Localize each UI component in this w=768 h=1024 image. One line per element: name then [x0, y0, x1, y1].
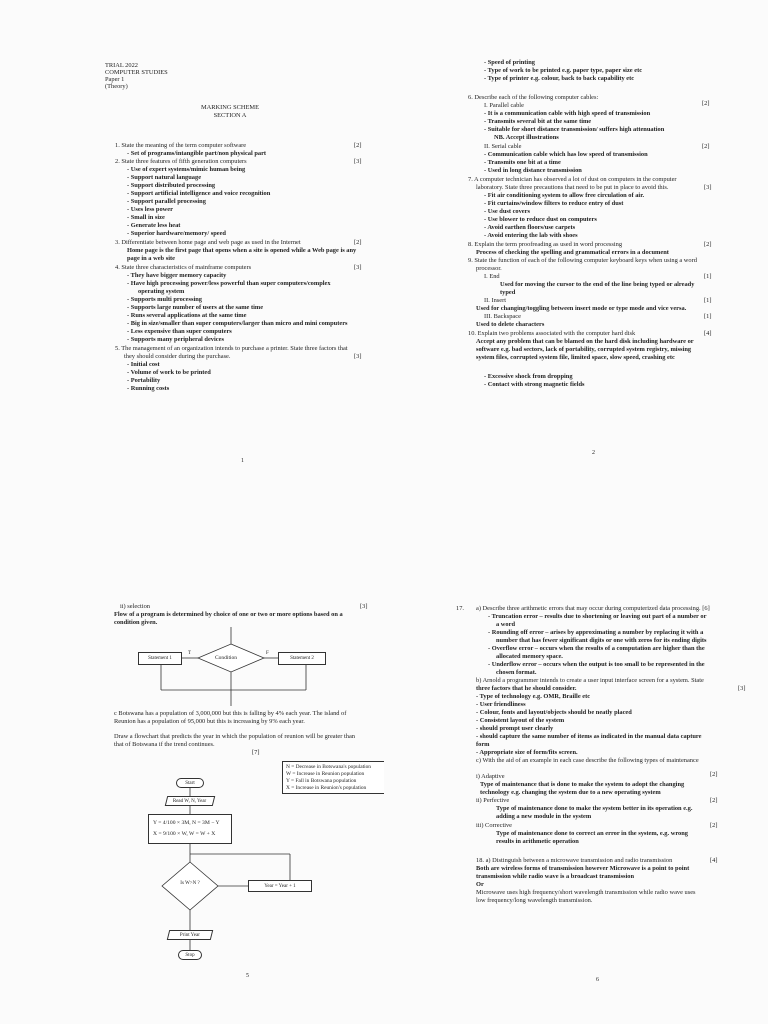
header-line: (Theory) [105, 83, 128, 90]
answer: Used to delete characters [476, 321, 545, 328]
false-label: F [266, 651, 269, 656]
answer: a word [496, 621, 515, 628]
answer: - They have bigger memory capacity [127, 272, 227, 279]
sub-question: ii) Perfective [476, 797, 510, 804]
marks: [3] [354, 264, 362, 271]
output-label: Print Year [179, 932, 200, 938]
marks: [2] [710, 822, 718, 829]
page-4 [384, 512, 768, 1024]
question: three factors that he should consider. [476, 685, 577, 692]
answer: - Small in size [127, 214, 165, 221]
marks: [3] [360, 603, 368, 610]
answer: - Suitable for short distance transmission/ suffers high attenuation [484, 126, 665, 133]
answer: - Less expensive than super computers [127, 328, 232, 335]
answer: Process of checking the spelling and grammatical errors in a document [476, 249, 669, 256]
question: 5. The management of an organization intends to purchase a printer. State three factors that [115, 345, 348, 352]
sub-question: II. Insert [484, 297, 507, 304]
answer: - Set of programs/intangible part/non physical part [127, 150, 267, 157]
sub-question: i) Adaptive [476, 773, 505, 780]
marks: [3] [354, 158, 362, 165]
marks: [1] [704, 273, 712, 280]
marks: [3] [738, 685, 746, 692]
variable-legend [282, 761, 384, 794]
answer: Used for changing/toggling between insert mode or type mode and vice versa. [476, 305, 687, 312]
answer: - Fit curtains/window filters to reduce entry of dust [484, 200, 624, 207]
sub-question: ii) selection [120, 603, 150, 610]
answer: - Support natural language [127, 174, 202, 181]
answer: - Truncation error – results due to shortening or leaving out part of a number or [488, 613, 707, 620]
answer: - Superior hardware/memory/ speed [127, 230, 226, 237]
answer: - Excessive shock from dropping [484, 373, 573, 380]
page-1 [0, 0, 384, 512]
answer: - Avoid earthen floors/use carpets [484, 224, 576, 231]
answer: Used for moving the cursor to the end of the line being typed or already [500, 281, 695, 288]
answer: Home page is the first page that opens when a site is opened while a Web page is any [127, 247, 357, 254]
question-number: 17. [456, 605, 464, 612]
answer: - Support artificial intelligence and voice recognition [127, 190, 271, 197]
legend-item: X = Increase in Reunion's population [286, 785, 367, 791]
legend-item: N = Decrease in Botswana's population [286, 764, 371, 770]
answer: operating system [138, 288, 185, 295]
answer: - Supports multi processing [127, 296, 202, 303]
answer: - Used in long distance transmission [484, 167, 582, 174]
question: 7. A computer technician has observed a lot of dust on computers in the computer [468, 176, 677, 183]
answer: - Volume of work to be printed [127, 369, 211, 376]
marks: [2] [710, 797, 718, 804]
answer: - Type of work to be printed e.g. paper type, paper size etc [484, 67, 643, 74]
sub-question: I. Parallel cable [484, 102, 524, 109]
answer: - Use blower to reduce dust on computers [484, 216, 597, 223]
answer: number that has fewer significant digits or one with zeros for its ending digits [496, 637, 707, 644]
marks: [1] [704, 313, 712, 320]
answer: Or [476, 881, 484, 888]
marks: [3] [704, 184, 712, 191]
question: 2. State three features of fifth generation computers [115, 158, 247, 165]
document-title: MARKING SCHEME [200, 104, 260, 111]
answer: - Overflow error – occurs when the results of a computation are higher than the [488, 645, 705, 652]
header-line: TRIAL 2022 [105, 62, 138, 69]
sub-question: III. Backspace [484, 313, 521, 320]
statement-2-box: Statement 2 [278, 652, 326, 665]
header-line: Paper 1 [105, 76, 125, 83]
question: c Botswana has a population of 3,000,000 but this is falling by 4% each year. The island of [114, 710, 347, 717]
answer: - Running costs [127, 385, 170, 392]
answer: Accept any problem that can be blamed on the hard disk including hardware or [476, 338, 694, 345]
condition-label: Condition [215, 655, 238, 661]
question: 10. Explain two problems associated with the computer hard disk [468, 330, 636, 337]
answer: - Speed of printing [484, 59, 535, 66]
marks: [2] [702, 143, 710, 150]
answer: Microwave uses high frequency/short wavelength transmission while radio wave uses [476, 889, 696, 896]
question: 18. a) Distinguish between a microwave transmission and radio transmission [476, 857, 673, 864]
answer: form [476, 741, 490, 748]
question: 9. State the function of each of the following computer keyboard keys when using a word [468, 257, 697, 264]
marks: [2] [710, 771, 718, 778]
question: 8. Explain the term proofreading as used in word processing [468, 241, 623, 248]
decision-label: Is W>N ? [180, 881, 200, 886]
increment-box: Year = Year + 1 [248, 880, 312, 892]
answer: - Rounding off error – arises by approximating a number by replacing it with a [488, 629, 704, 636]
answer: - Fit air conditioning system to allow free circulation of air. [484, 192, 645, 199]
question: 3. Differentiate between home page and web page as used in the Internet [115, 239, 301, 246]
question: Reunion has a population of 95,000 but this is increasing by 9% each year. [114, 718, 305, 725]
answer: - User friendliness [476, 701, 526, 708]
answer: - Contact with strong magnetic fields [484, 381, 585, 388]
answer: - Type of printer e.g. colour, back to back capability etc [484, 75, 635, 82]
output-box [167, 930, 213, 940]
answer: - Use dust covers [484, 208, 530, 215]
answer: - Have high processing power/less powerful than super computers/complex [127, 280, 331, 287]
true-label: T [188, 651, 192, 656]
question: c) With the aid of an example in each case describe the following types of maintenance [476, 757, 699, 764]
question: laboratory. State three precautions that need to be put in place to avoid this. [476, 184, 669, 191]
answer: Type of maintenance done to correct an error in the system, e.g. wrong [496, 830, 688, 837]
answer: software e.g. bad sectors, lack of portability, corrupted system registry, missing [476, 346, 692, 353]
answer: - Type of technology e.g. OMR, Braille etc [476, 693, 591, 700]
question: Draw a flowchart that predicts the year in which the population of reunion will be greater than [114, 733, 355, 740]
page-number: 5 [246, 973, 249, 979]
sub-question: II. Serial cable [484, 143, 522, 150]
answer: Flow of a program is determined by choice of one or two or more options based on a [114, 611, 343, 618]
marks: [2] [702, 100, 710, 107]
answer: - Uses less power [127, 206, 173, 213]
answer: adding a new module in the system [496, 813, 592, 820]
answer: allocated memory space. [496, 653, 563, 660]
answer: - Support distributed processing [127, 182, 216, 189]
answer: transmission while radio wave is a broadcast transmission [476, 873, 635, 880]
header-line: COMPUTER STUDIES [105, 69, 168, 76]
answer: - Generate less heat [127, 222, 181, 229]
input-box [165, 796, 215, 806]
question: they should consider during the purchase. [124, 353, 231, 360]
answer: - Communication cable which has low speed of transmission [484, 151, 648, 158]
answer: - Transmits one bit at a time [484, 159, 561, 166]
answer: technology e.g. changing the system due to a new operating system [480, 789, 661, 796]
answer: - Appropriate size of form/fits screen. [476, 749, 578, 756]
answer: page in a web site [127, 255, 175, 262]
input-label: Read W, N, Year [173, 798, 207, 804]
answer: - Big in size/smaller than super computers/larger than micro and mini computers [127, 320, 348, 327]
marks: [2] [354, 239, 362, 246]
answer: typed [500, 289, 516, 296]
answer: - It is a communication cable with high speed of transmission [484, 110, 651, 117]
process-line: X = 9/100 × W, W = W + X [153, 831, 216, 837]
marks: [1] [704, 297, 712, 304]
marks: [7] [252, 749, 260, 756]
answer: - Consistent layout of the system [476, 717, 565, 724]
page-3 [0, 512, 384, 1024]
answer: - should capture the same number of items as indicated in the manual data capture [476, 733, 702, 740]
question: 6. Describe each of the following computer cables: [468, 94, 599, 101]
answer: - Transmits several bit at the same time [484, 118, 592, 125]
question: a) Describe three arithmetic errors that may occur during computerized data processing. [6] [476, 605, 710, 612]
question: b) Arnold a programmer intends to create a user input interface screen for a system. State [476, 677, 704, 684]
answer: - Colour, fonts and layout/objects should be neatly placed [476, 709, 632, 716]
page-number: 6 [596, 977, 599, 983]
marks: [4] [710, 857, 718, 864]
legend-item: Y = Fall in Botswana population [286, 778, 357, 784]
page-number: 1 [241, 458, 244, 464]
answer: - should prompt user clearly [476, 725, 554, 732]
answer: NB. Accept illustrations [494, 134, 559, 141]
answer: - Initial cost [127, 361, 160, 368]
answer: - Use of expert systems/mimic human being [127, 166, 246, 173]
sub-question: I. End [484, 273, 500, 280]
answer: results in arithmetic operation [496, 838, 579, 845]
question: processor. [476, 265, 502, 272]
question: that of Botswana if the trend continues. [114, 741, 215, 748]
stop-terminal: Stop [178, 950, 202, 960]
section-heading: SECTION A [213, 112, 247, 119]
answer: - Support parallel processing [127, 198, 206, 205]
answer: Type of maintenance that is done to make the system to adopt the changing [480, 781, 685, 788]
statement-1-box: Statement 1 [138, 652, 182, 665]
legend-item: W = Increase in Reunion population [286, 771, 365, 777]
marks: [2] [704, 241, 712, 248]
marks: [2] [354, 142, 362, 149]
answer: - Supports large number of users at the same time [127, 304, 264, 311]
process-box [148, 814, 232, 844]
answer: condition given. [114, 619, 158, 626]
marks: [3] [354, 353, 362, 360]
page-2 [384, 0, 768, 512]
answer: - Portability [127, 377, 161, 384]
answer: chosen format. [496, 669, 537, 676]
sub-question: iii) Corrective [476, 822, 513, 829]
process-line: Y = 4/100 × 3M, N = 3M − Y [153, 820, 220, 826]
question: 4. State three characteristics of mainframe computers [115, 264, 252, 271]
answer: - Supports many peripheral devices [127, 336, 224, 343]
start-terminal: Start [176, 778, 204, 788]
answer: low frequency/long wavelength transmission. [476, 897, 593, 904]
answer: - Avoid entering the lab with shoes [484, 232, 578, 239]
answer: - Underflow error – occurs when the output is too small to be represented in the [488, 661, 705, 668]
marks: [4] [704, 330, 712, 337]
answer: Both are wireless forms of transmission however Microwave is a point to point [476, 865, 690, 872]
question: 1. State the meaning of the term computer software [115, 142, 247, 149]
answer: - Runs several applications at the same time [127, 312, 247, 319]
answer: Type of maintenance done to make the system better in its operation e.g. [496, 805, 693, 812]
page-number: 2 [592, 450, 595, 456]
answer: system files, corrupted system file, limited space, slow speed, crashing etc [476, 354, 675, 361]
